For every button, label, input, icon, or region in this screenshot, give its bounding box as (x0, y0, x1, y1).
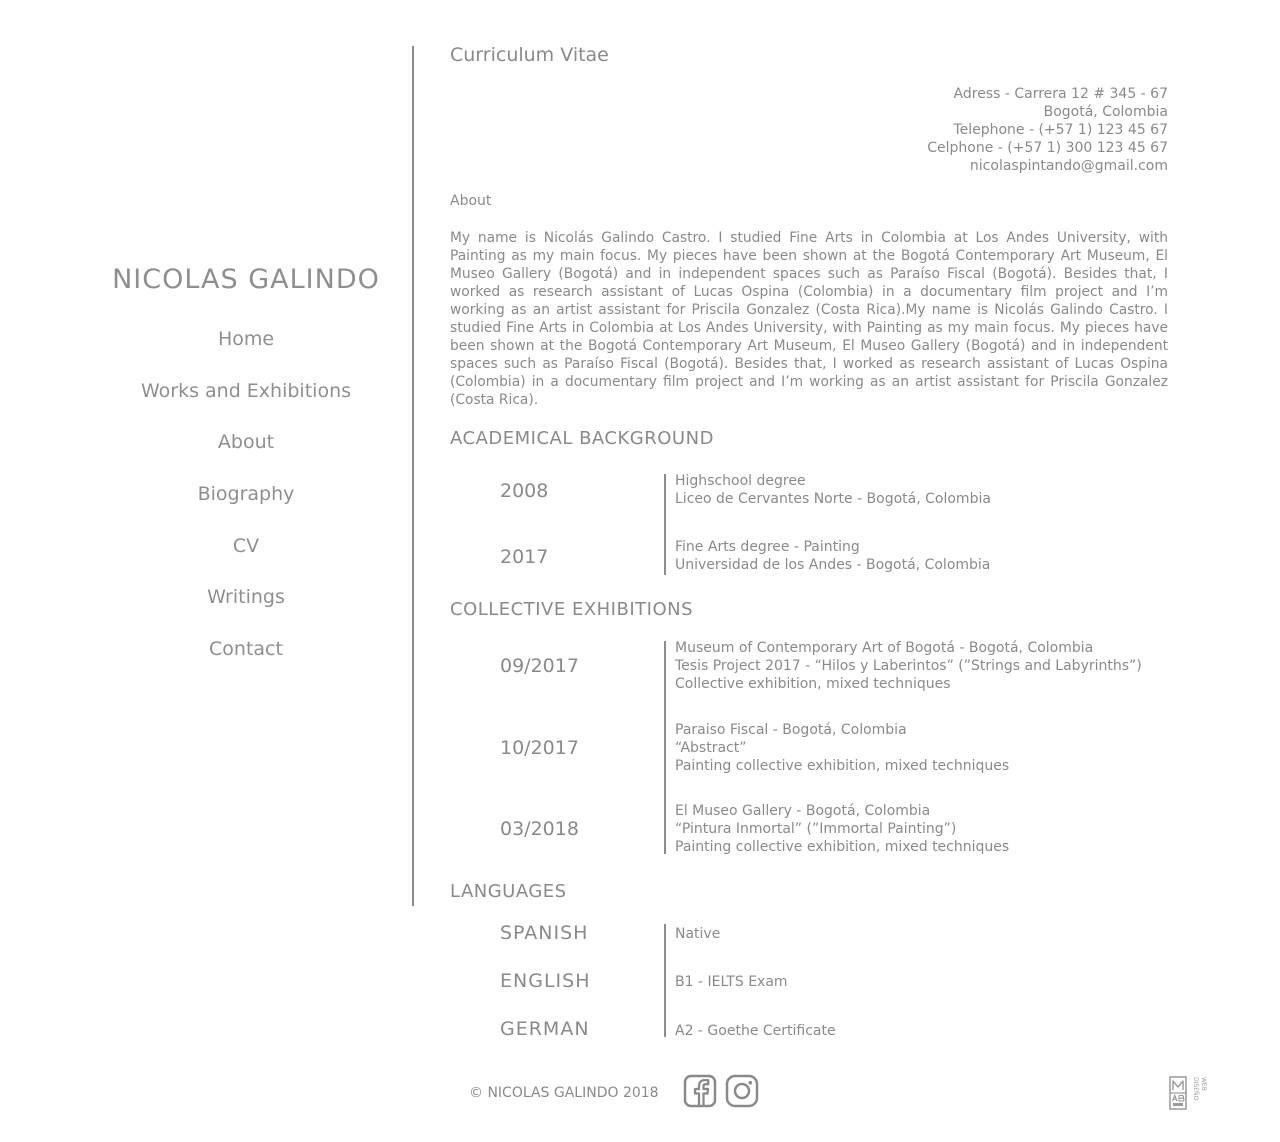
entry-line: “Pintura Inmortal” (”Immortal Painting”) (675, 821, 957, 837)
entry-line: Painting collective exhibition, mixed techniques (675, 758, 1010, 774)
entry-details (675, 802, 1009, 856)
instagram-icon[interactable] (725, 1074, 759, 1108)
about-text: My name is Nicolás Galindo Castro. I studied Fine Arts in Colombia at Los Andes University, with Painting as my main focus. My pieces have been shown at the Bogotá Contemporary Art Museum, El Museo Gallery (Bogotá) and in independent spaces such as Paraíso Fiscal (Bogotá). Besides that, I worked as research assistant of Lucas Ospina (Colombia) in a documentary film project and I’m working as an artist assistant for Priscila Gonzalez (Costa Rica).My name is Nicolás Galindo Castro. I studied Fine Arts in Colombia at Los Andes University, with Painting as my main focus. My pieces have been shown at the Bogotá Contemporary Art Museum, El Museo Gallery (Bogotá) and in independent spaces such as Paraíso Fiscal (Bogotá). Besides that, I worked as research assistant of Lucas Ospina (Colombia) in a documentary film project and I’m working as an artist assistant for Priscila Gonzalez (Costa Rica). (450, 230, 1168, 408)
site-name: NICOLAS GALINDO (112, 264, 380, 295)
entry-line: Painting collective exhibition, mixed techniques (675, 839, 1010, 855)
timeline-line-academic (664, 474, 666, 575)
language-level: B1 - IELTS Exam (675, 974, 788, 990)
sidebar-divider (412, 46, 414, 906)
entry-line: “Abstract” (675, 740, 747, 756)
contact-city: Bogotá, Colombia (1043, 104, 1168, 120)
language-name: GERMAN (500, 1018, 590, 1040)
section-title-exhibitions: COLLECTIVE EXHIBITIONS (450, 599, 694, 620)
contact-email[interactable]: nicolaspintando@gmail.com (969, 158, 1168, 174)
entry-date: 03/2018 (500, 818, 579, 840)
nav-item-home[interactable]: Home (217, 328, 275, 350)
nav-item-cv[interactable]: CV (232, 534, 260, 557)
contact-telephone: Telephone - (+57 1) 123 45 67 (953, 122, 1168, 138)
contact-celphone: Celphone - (+57 1) 300 123 45 67 (927, 140, 1168, 156)
footer-copyright: © NICOLAS GALINDO 2018 (469, 1085, 659, 1101)
entry-date: 2017 (500, 546, 549, 568)
svg-text:DISEÑO: DISEÑO (1192, 1077, 1199, 1101)
entry-details (675, 472, 991, 508)
section-title-academic: ACADEMICAL BACKGROUND (450, 428, 714, 449)
nav-item-works-and-exhibitions[interactable]: Works and Exhibitions (140, 379, 352, 402)
svg-text:WEB: WEB (1200, 1077, 1207, 1091)
entry-line: Highschool degree (675, 473, 806, 489)
page-title: Curriculum Vitae (450, 44, 609, 66)
entry-line: Universidad de los Andes - Bogotá, Colombia (675, 557, 991, 573)
designer-logo[interactable] (1168, 1076, 1212, 1110)
entry-line: Fine Arts degree - Painting (675, 539, 860, 555)
contact-info (927, 85, 1168, 175)
entry-details (675, 639, 1142, 693)
entry-date: 09/2017 (500, 655, 579, 677)
nav-item-biography[interactable]: Biography (197, 483, 295, 506)
main-nav (66, 328, 426, 690)
language-name: SPANISH (500, 922, 589, 944)
entry-line: Tesis Project 2017 - “Hilos y Laberintos” (”Strings and Labyrinths”) (675, 658, 1142, 674)
facebook-icon[interactable] (683, 1074, 717, 1108)
section-title-languages: LANGUAGES (450, 881, 567, 902)
nav-item-about[interactable]: About (217, 431, 275, 454)
contact-address: Adress - Carrera 12 # 345 - 67 (953, 86, 1168, 102)
entry-date: 2008 (500, 480, 549, 502)
timeline-line-languages (664, 924, 666, 1037)
entry-date: 10/2017 (500, 737, 579, 759)
entry-line: Liceo de Cervantes Norte - Bogotá, Colombia (675, 491, 991, 507)
language-level: Native (675, 926, 721, 942)
entry-details (675, 538, 990, 574)
entry-line: El Museo Gallery - Bogotá, Colombia (675, 803, 931, 819)
language-level: A2 - Goethe Certificate (675, 1023, 836, 1039)
about-label: About (450, 193, 492, 209)
nav-item-writings[interactable]: Writings (207, 586, 285, 609)
entry-details (675, 721, 1009, 775)
entry-line: Collective exhibition, mixed techniques (675, 676, 951, 692)
timeline-line-exhibitions (664, 641, 666, 854)
language-name: ENGLISH (500, 970, 591, 992)
entry-line: Museum of Contemporary Art of Bogotá - Bogotá, Colombia (675, 640, 1094, 656)
nav-item-contact[interactable]: Contact (209, 638, 283, 661)
entry-line: Paraiso Fiscal - Bogotá, Colombia (675, 722, 907, 738)
